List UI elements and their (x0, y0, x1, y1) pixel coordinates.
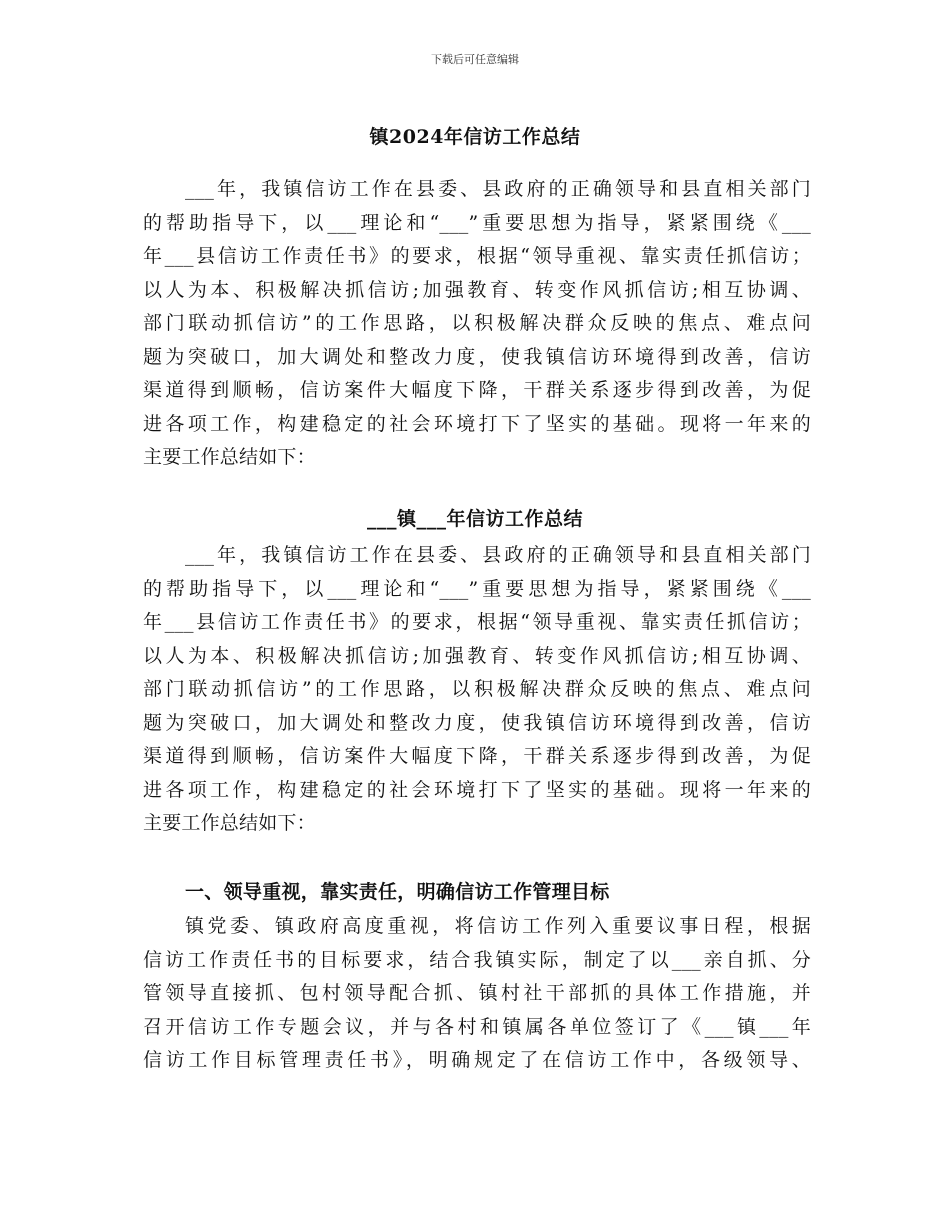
paragraph-line: 主要工作总结如下： (143, 812, 316, 834)
paragraph-line: 题为突破口，加大调处和整改力度，使我镇信访环境得到改善，信访 (143, 345, 811, 368)
paragraph-line: 渠道得到顺畅，信访案件大幅度下降，干群关系逐步得到改善，为促 (143, 379, 811, 401)
paragraph-line: 管领导直接抓、包村领导配合抓、镇村社干部抓的具体工作措施，并 (143, 982, 811, 1004)
paragraph-line: ___年，我镇信访工作在县委、县政府的正确领导和县直相关部门 (185, 544, 811, 566)
paragraph-line: 进各项工作，构建稳定的社会环境打下了坚实的基础。现将一年来的 (143, 412, 811, 435)
paragraph-line: 以人为本、积极解决抓信访;加强教育、转变作风抓信访;相互协调、 (143, 278, 811, 301)
section-heading: 一、领导重视，靠实责任，明确信访工作管理目标 (185, 881, 610, 903)
paragraph-line: 渠道得到顺畅，信访案件大幅度下降，干群关系逐步得到改善，为促 (143, 745, 811, 767)
document-subtitle: ___镇___年信访工作总结 (366, 508, 583, 530)
paragraph-line: 召开信访工作专题会议，并与各村和镇属各单位签订了《___镇___年 (143, 1015, 811, 1038)
intro-paragraph-repeat (143, 539, 811, 841)
paragraph-line: 年___县信访工作责任书》的要求，根据“领导重视、靠实责任抓信访； (143, 245, 811, 267)
header-note: 下载后可任意编辑 (431, 53, 519, 66)
paragraph-line: 信访工作责任书的目标要求，结合我镇实际，制定了以___亲自抓、分 (143, 948, 811, 971)
paragraph-line: 以人为本、积极解决抓信访;加强教育、转变作风抓信访;相互协调、 (143, 644, 811, 667)
paragraph-line: 进各项工作，构建稳定的社会环境打下了坚实的基础。现将一年来的 (143, 778, 811, 801)
paragraph-line: 镇党委、镇政府高度重视，将信访工作列入重要议事日程，根据 (185, 915, 811, 937)
paragraph-line: 的帮助指导下，以___理论和“___”重要思想为指导，紧紧围绕《___ (143, 211, 811, 234)
intro-paragraph (143, 173, 811, 475)
document-title: 镇2024年信访工作总结 (369, 126, 581, 148)
paragraph-line: ___年，我镇信访工作在县委、县政府的正确领导和县直相关部门 (185, 178, 811, 200)
paragraph-line: 部门联动抓信访”的工作思路，以积极解决群众反映的焦点、难点问 (143, 678, 811, 700)
section1-paragraph (143, 910, 811, 1078)
paragraph-line: 的帮助指导下，以___理论和“___”重要思想为指导，紧紧围绕《___ (143, 577, 811, 600)
paragraph-line: 主要工作总结如下： (143, 446, 316, 468)
paragraph-line: 信访工作目标管理责任书》，明确规定了在信访工作中，各级领导、 (143, 1049, 811, 1071)
paragraph-line: 题为突破口，加大调处和整改力度，使我镇信访环境得到改善，信访 (143, 711, 811, 734)
paragraph-line: 年___县信访工作责任书》的要求，根据“领导重视、靠实责任抓信访； (143, 611, 811, 633)
paragraph-line: 部门联动抓信访”的工作思路，以积极解决群众反映的焦点、难点问 (143, 312, 811, 334)
